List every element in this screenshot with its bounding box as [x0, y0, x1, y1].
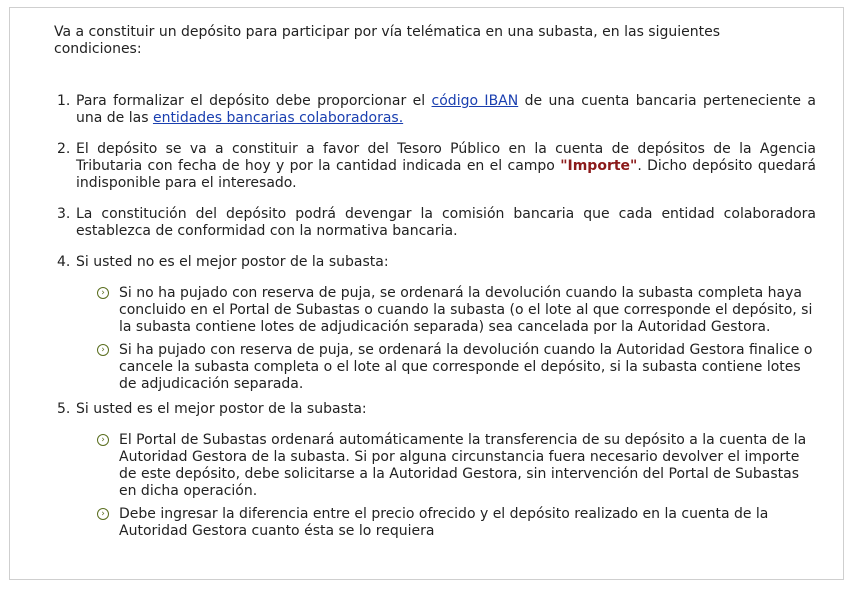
- item-text: de una cuenta bancaria perteneciente a una de las: [76, 93, 816, 126]
- sub-item: [76, 506, 816, 540]
- sub-item: [76, 285, 816, 336]
- intro-text: Va a constituir un depósito para participar por vía telématica en una subasta, en las siguientes condiciones:: [54, 24, 721, 57]
- item-text: Si usted es el mejor postor de la subasta:: [76, 401, 367, 417]
- item-text: Si usted no es el mejor postor de la subasta:: [76, 254, 389, 270]
- item-number: 2.: [57, 141, 71, 157]
- item-text: Para formalizar el depósito debe proporcionar el: [76, 93, 432, 109]
- sub-list: [76, 285, 816, 393]
- collaborating-banks-link[interactable]: entidades bancarias colaboradoras.: [152, 110, 404, 126]
- sub-item-text: Si no ha pujado con reserva de puja, se ordenará la devolución cuando la subasta completa haya concluido en el Portal de Subastas o cuando la subasta (o el lote al que corresponde el depósito, si la subasta contiene lotes de adjudicación separada) sea cancelada por la Autoridad Gestora.: [119, 285, 813, 335]
- condition-item-4: [54, 254, 816, 393]
- item-number: 5.: [57, 401, 71, 417]
- item-number: 3.: [57, 206, 71, 222]
- sub-item-text: Si ha pujado con reserva de puja, se ordenará la devolución cuando la Autoridad Gestora finalice o cancele la subasta completa o el lote al que corresponde el depósito, si la subasta contiene lotes de adjudicación separada.: [119, 342, 813, 392]
- conditions-list: [54, 93, 816, 554]
- sub-list: [76, 432, 816, 540]
- sub-item-text: El Portal de Subastas ordenará automáticamente la transferencia de su depósito a la cuenta de la Autoridad Gestora de la subasta. Si por alguna circunstancia fuera necesario devolver el importe de este depósito, debe solicitarse a la Autoridad Gestora, sin intervención del Portal de Subastas en dicha operación.: [119, 432, 807, 499]
- sub-item: [76, 432, 816, 500]
- item-text: . Dicho depósito quedará indisponible para el interesado.: [76, 158, 816, 191]
- iban-code-link[interactable]: código IBAN: [431, 93, 519, 109]
- conditions-panel: [9, 7, 844, 580]
- sub-item: [76, 342, 816, 393]
- item-number: 4.: [57, 254, 71, 270]
- chevron-circle-icon: ›: [97, 344, 109, 356]
- condition-item-3: [54, 206, 816, 240]
- chevron-circle-icon: ›: [97, 287, 109, 299]
- condition-item-2: [54, 141, 816, 192]
- chevron-circle-icon: ›: [97, 434, 109, 446]
- sub-item-text: Debe ingresar la diferencia entre el precio ofrecido y el depósito realizado en la cuenta de la Autoridad Gestora cuanto ésta se lo requiera: [119, 506, 769, 539]
- item-number: 1.: [57, 93, 71, 109]
- condition-item-1: [54, 93, 816, 127]
- chevron-circle-icon: ›: [97, 508, 109, 520]
- item-text: La constitución del depósito podrá devengar la comisión bancaria que cada entidad colaboradora establezca de conformidad con la normativa bancaria.: [76, 206, 816, 239]
- importe-emphasis: "Importe": [560, 158, 638, 174]
- item-text: El depósito se va a constituir a favor del Tesoro Público en la cuenta de depósitos de la Agencia Tributaria con fecha de hoy y por la cantidad indicada en el campo: [76, 141, 816, 174]
- condition-item-5: [54, 401, 816, 540]
